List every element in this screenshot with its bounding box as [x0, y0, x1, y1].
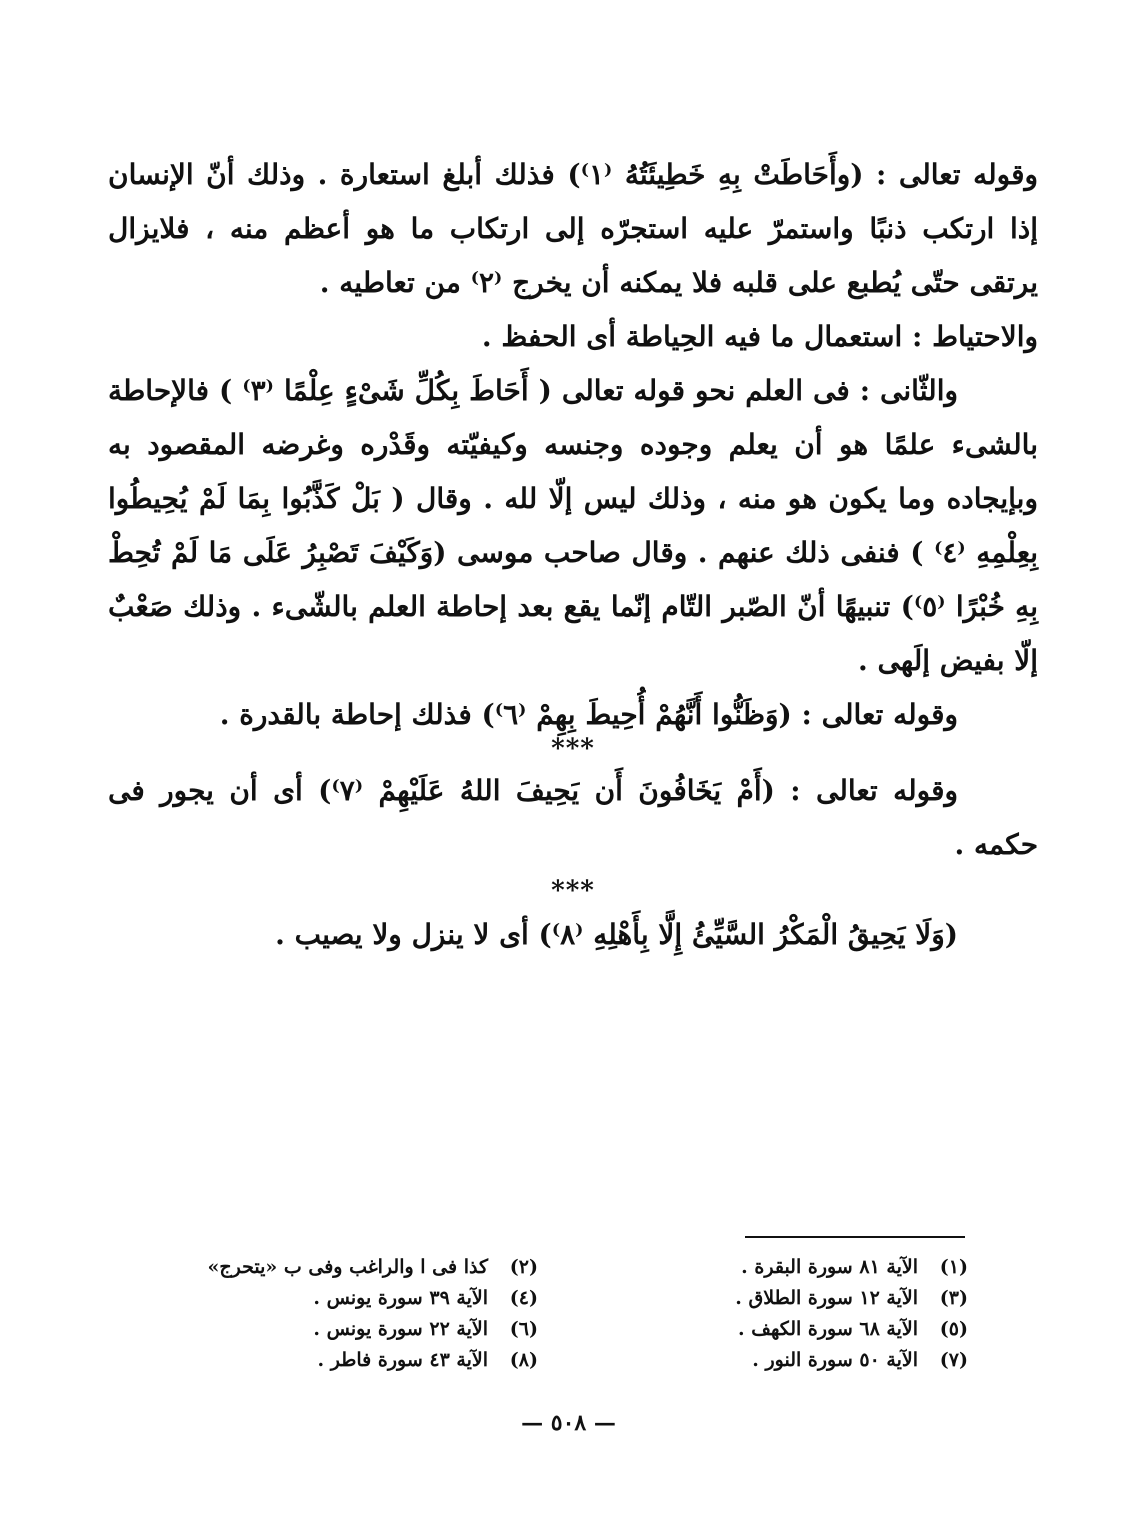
footnote-number: (٨) [509, 1349, 538, 1371]
footnote-number: (٢) [509, 1256, 538, 1278]
footnote-row [108, 1252, 968, 1283]
footnote-1 [538, 1252, 968, 1283]
footnote-text: كذا فى ا والراغب وفى ب «يتحرج» [207, 1256, 488, 1278]
page-number: — ٥٠٨ — [521, 1410, 616, 1436]
footnote-text: الآية ٥٠ سورة النور . [752, 1349, 918, 1371]
section-divider-stars: *** [551, 876, 595, 906]
footnotes [108, 1252, 968, 1376]
footnote-row [108, 1283, 968, 1314]
paragraph-3: والثّانى : فى العلم نحو قوله تعالى ( أَحَاطَ بِكُلِّ شَىْءٍ عِلْمًا ⁽٣⁾ ) فالإحاطة بالشىء علمًا هو أن يعلم وجوده وجنسه وكيفيّته وقَدْره وغرضه المقصود به وبإيجاده وما يكون هو منه ، وذلك ليس إلّا لله . وقال ( بَلْ كَذَّبُوا بِمَا لَمْ يُحِيطُوا بِعِلْمِهِ ⁽٤⁾ ) فنفى ذلك عنهم . وقال صاحب موسى (وَكَيْفَ تَصْبِرُ عَلَى مَا لَمْ تُحِطْ بِهِ خُبْرًا ⁽٥⁾) تنبيهًا أنّ الصّبر التّام إنّما يقع بعد إحاطة العلم بالشّىء . وذلك صَعْبٌ إلّا بفيض إلَهى . [108, 374, 1039, 677]
paragraph-5: وقوله تعالى : (أَمْ يَخَافُونَ أَن يَحِيفَ اللهُ عَلَيْهِمْ ⁽٧⁾) أى أن يجور فى حكمه . [108, 774, 1038, 861]
footnote-number: (٦) [509, 1318, 538, 1340]
footnote-row [108, 1345, 968, 1376]
footnote-4 [108, 1283, 538, 1314]
footnote-7 [538, 1345, 968, 1376]
footnote-5 [538, 1314, 968, 1345]
footnote-text: الآية ٦٨ سورة الكهف . [738, 1318, 918, 1340]
footnote-number: (١) [939, 1256, 968, 1278]
footnote-text: الآية ١٢ سورة الطلاق . [735, 1287, 918, 1309]
footnote-8 [108, 1345, 538, 1376]
footnote-6 [108, 1314, 538, 1345]
footnote-2 [108, 1252, 538, 1283]
footnote-3 [538, 1283, 968, 1314]
paragraph-1: وقوله تعالى : (وأَحَاطَتْ بِهِ خَطِيئَتُهُ ⁽١⁾) فذلك أبلغ استعارة . وذلك أنّ الإنسان إذا ارتكب ذنبًا واستمرّ عليه استجرّه إلى ارتكاب ما هو أعظم منه ، فلايزال يرتقى حتّى يُطبع على قلبه فلا يمكنه أن يخرج ⁽٢⁾ من تعاطيه . [108, 158, 1039, 299]
section-divider-stars: *** [551, 734, 595, 764]
main-text [108, 148, 1038, 962]
footnote-row [108, 1314, 968, 1345]
footnote-number: (٧) [939, 1349, 968, 1371]
footnote-text: الآية ٢٢ سورة يونس . [313, 1318, 488, 1340]
paragraph-4: وقوله تعالى : (وَظَنُّوا أَنَّهُمْ أُحِيطَ بِهِمْ ⁽٦⁾) فذلك إحاطة بالقدرة . [219, 698, 958, 731]
footnote-separator [745, 1236, 965, 1238]
footnote-number: (٥) [939, 1318, 968, 1340]
footnote-number: (٣) [939, 1287, 968, 1309]
footnote-number: (٤) [509, 1287, 538, 1309]
paragraph-6: (وَلَا يَحِيقُ الْمَكْرُ السَّيِّئُ إِلَّا بِأَهْلِهِ ⁽٨⁾) أى لا ينزل ولا يصيب . [275, 918, 958, 951]
paragraph-2: والاحتياط : استعمال ما فيه الحِياطة أى الحفظ . [481, 320, 1038, 353]
footnote-text: الآية ٤٣ سورة فاطر . [317, 1349, 488, 1371]
footnote-text: الآية ٣٩ سورة يونس . [313, 1287, 488, 1309]
footnote-text: الآية ٨١ سورة البقرة . [741, 1256, 918, 1278]
